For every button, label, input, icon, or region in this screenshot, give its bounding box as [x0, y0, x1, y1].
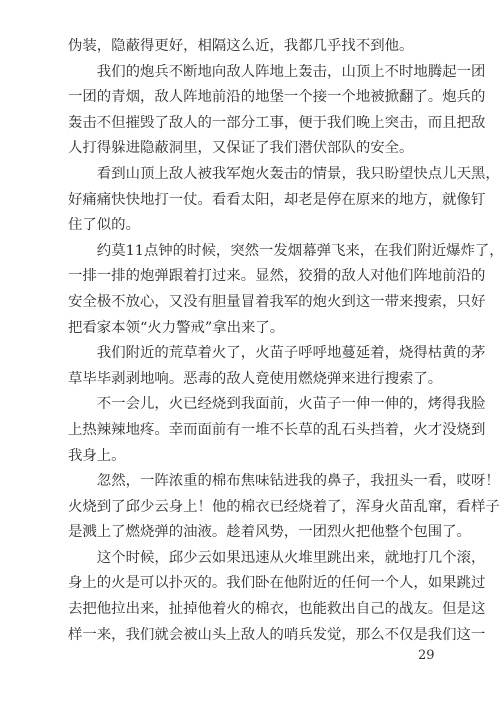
text-line: 把看家本领“火力警戒”拿出来了。: [68, 319, 285, 336]
paragraph: [68, 341, 486, 392]
text-line: 忽然，一阵浓重的棉布焦味钻进我的鼻子，我扭头一看，哎呀！: [96, 473, 500, 490]
text-line: 约莫11点钟的时候，突然一发烟幕弹飞来，在我们附近爆炸了，: [96, 242, 504, 259]
text-line: 上热辣辣地疼。幸而面前有一堆不长草的乱石头挡着，火才没烧到: [68, 421, 486, 438]
text-line: 住了似的。: [68, 217, 140, 234]
text-line: 火烧到了邱少云身上！他的棉衣已经烧着了，浑身火苗乱窜，看样子: [68, 498, 500, 515]
text-line: 我们的炮兵不断地向敌人阵地上轰击，山顶上不时地腾起一团: [96, 63, 486, 80]
text-line: 草毕毕剥剥地响。恶毒的敌人竟使用燃烧弹来进行搜索了。: [68, 370, 443, 387]
paragraph: [68, 546, 486, 648]
paragraph: [68, 469, 500, 546]
page-number: 29: [418, 648, 435, 663]
text-line: 是溅上了燃烧弹的油液。趁着风势，一团烈火把他整个包围了。: [68, 524, 471, 541]
paragraph: [68, 60, 486, 162]
paragraph: [68, 34, 432, 60]
text-line: 去把他拉出来，扯掉他着火的棉衣，也能救出自己的战友。但是这: [68, 601, 486, 618]
text-line: 好痛痛快快地打一仗。看看太阳，却老是停在原来的地方，就像钉: [68, 191, 486, 208]
book-page-text: [68, 34, 504, 648]
text-line: 这个时候，邱少云如果迅速从火堆里跳出来，就地打几个滚，: [96, 549, 486, 566]
text-line: 看到山顶上敌人被我军炮火轰击的情景，我只盼望快点儿天黑，: [96, 165, 500, 182]
text-line: 人打得躲进隐蔽洞里，又保证了我们潜伏部队的安全。: [68, 140, 414, 157]
paragraph: [68, 239, 504, 341]
paragraph: [68, 392, 486, 469]
text-line: 我身上。: [68, 447, 126, 464]
text-line: 样一来，我们就会被山头上敌人的哨兵发觉，那么不仅是我们这一: [68, 626, 486, 643]
text-line: 身上的火是可以扑灭的。我们卧在他附近的任何一个人，如果跳过: [68, 575, 486, 592]
text-line: 一团的青烟，敌人阵地前沿的地堡一个接一个地被掀翻了。炮兵的: [68, 89, 486, 106]
text-line: 轰击不但摧毁了敌人的一部分工事，便于我们晚上突击，而且把敌: [68, 114, 486, 131]
paragraph: [68, 162, 500, 239]
text-line: 不一会儿，火已经烧到我面前，火苗子一伸一伸的，烤得我脸: [96, 396, 486, 413]
text-line: 我们附近的荒草着火了，火苗子呼呼地蔓延着，烧得枯黄的茅: [96, 345, 486, 362]
text-line: 一排一排的炮弹跟着打过来。显然，狡猾的敌人对他们阵地前沿的: [68, 268, 486, 285]
text-line: 伪装，隐蔽得更好，相隔这么近，我都几乎找不到他。: [68, 38, 414, 54]
text-line: 安全极不放心，又没有胆量冒着我军的炮火到这一带来搜索，只好: [68, 293, 486, 310]
